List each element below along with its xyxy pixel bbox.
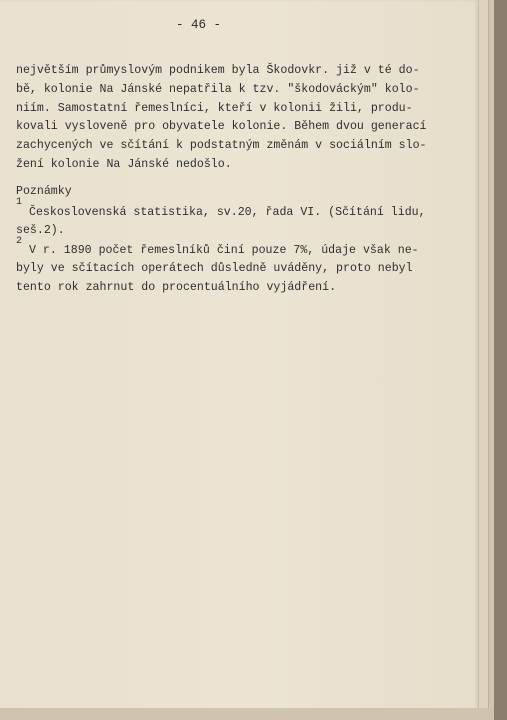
footnote-line: V r. 1890 počet řemeslníků činí pouze 7%, údaje však ne- [29, 244, 419, 257]
binding-edge [494, 0, 507, 720]
footnote-line: tento rok zahrnut do procentuálního vyjádření. [16, 281, 337, 294]
paragraph-line: kovali vysloveně pro obyvatele kolonie. Během dvou generací [16, 120, 427, 133]
notes-heading: Poznámky [16, 185, 72, 198]
paragraph-line: zachycených ve sčítání k podstatným změnám v sociálním slo- [16, 139, 427, 152]
paragraph-line: bě, kolonie Na Jánské nepatřila k tzv. "škodováckým" kolo- [16, 83, 420, 96]
page-number: - 46 - [176, 18, 222, 32]
paragraph-line: žení kolonie Na Jánské nedošlo. [16, 158, 232, 171]
footnote-line: byly ve sčítacích operátech důsledně uváděny, proto nebyl [16, 262, 413, 275]
footnote-number: 1 [16, 197, 23, 208]
bottom-page-edge [0, 708, 494, 720]
footnote-line: Československá statistika, sv.20, řada VI. (Sčítání lidu, [29, 206, 426, 219]
footnote-number: 2 [16, 236, 23, 247]
paragraph-line: největším průmyslovým podnikem byla Škodovkr. již v té do- [16, 64, 420, 77]
paragraph-line: niím. Samostatní řemeslníci, kteří v kolonii žili, produ- [16, 102, 413, 115]
footnote-line: seš.2). [16, 224, 65, 237]
